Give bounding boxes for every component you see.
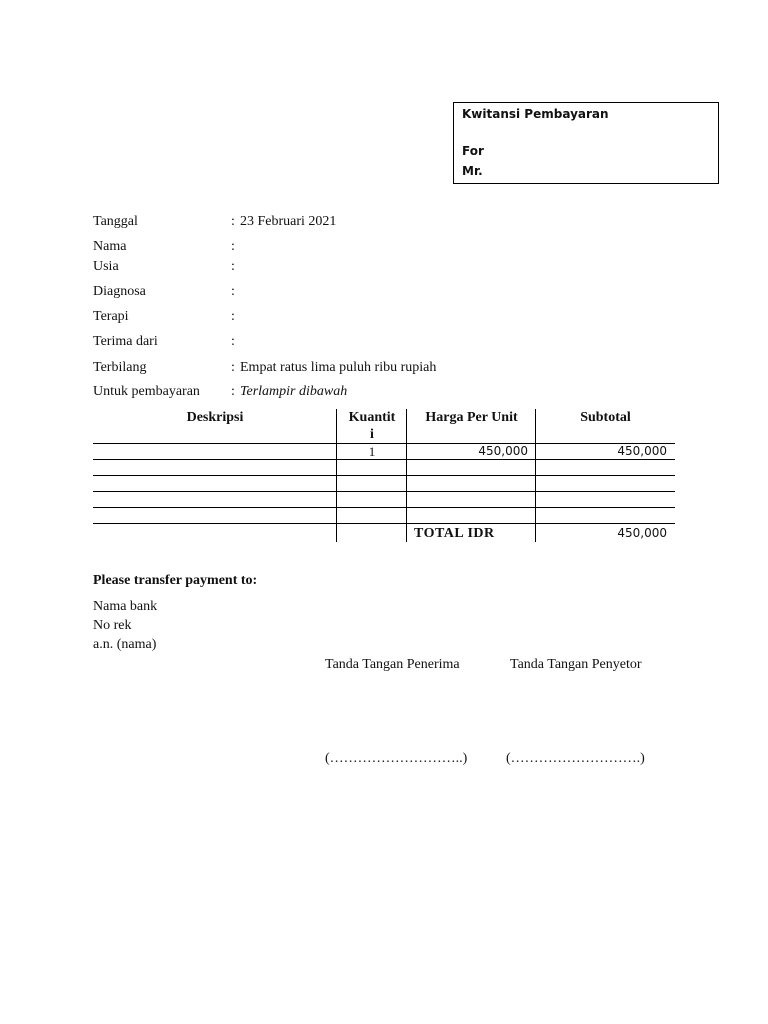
table-rule [93, 491, 675, 492]
table-rule [93, 475, 675, 476]
field-sep: : [231, 384, 235, 399]
col-header-harga-per-unit: Harga Per Unit [425, 410, 518, 425]
field-label-terapi: Terapi [93, 309, 129, 324]
account-holder: a.n. (nama) [93, 637, 157, 652]
col-header-deskripsi: Deskripsi [186, 410, 244, 425]
row-qty: 1 [368, 444, 376, 459]
table-column-divider [336, 409, 337, 542]
receipt-title-box [453, 102, 719, 184]
receiver-signature-line: (………………………..) [325, 751, 468, 766]
field-label-nama: Nama [93, 239, 127, 254]
payment-heading: Please transfer payment to: [93, 573, 258, 588]
bank-name: Nama bank [93, 599, 158, 614]
field-value-tanggal: 23 Februari 2021 [240, 214, 337, 229]
field-sep: : [231, 214, 235, 229]
field-sep: : [231, 360, 235, 375]
total-value: 450,000 [617, 526, 667, 540]
field-label-terima-dari: Terima dari [93, 334, 158, 349]
payer-signature-label: Tanda Tangan Penyetor [510, 657, 642, 672]
field-sep: : [231, 334, 235, 349]
field-value-untuk-pembayaran: Terlampir dibawah [240, 384, 348, 399]
field-sep: : [231, 259, 235, 274]
field-label-tanggal: Tanggal [93, 214, 138, 229]
receipt-title: Kwitansi Pembayaran [462, 107, 609, 121]
account-number: No rek [93, 618, 132, 633]
total-label: TOTAL IDR [414, 526, 495, 541]
col-header-kuantiti: Kuantit [348, 410, 396, 425]
table-rule [93, 459, 675, 460]
field-label-untuk-pembayaran: Untuk pembayaran [93, 384, 200, 399]
row-price: 450,000 [478, 444, 528, 458]
field-value-terbilang: Empat ratus lima puluh ribu rupiah [240, 360, 437, 375]
field-label-usia: Usia [93, 259, 119, 274]
field-sep: : [231, 239, 235, 254]
mr-label: Mr. [462, 164, 483, 178]
field-label-diagnosa: Diagnosa [93, 284, 146, 299]
receiver-signature-label: Tanda Tangan Penerima [325, 657, 460, 672]
row-subtotal: 450,000 [617, 444, 667, 458]
table-rule [93, 523, 675, 524]
field-sep: : [231, 284, 235, 299]
payer-signature-line: (……………………….) [506, 751, 645, 766]
col-header-subtotal: Subtotal [580, 410, 631, 425]
table-rule [93, 507, 675, 508]
field-label-terbilang: Terbilang [93, 360, 147, 375]
field-sep: : [231, 309, 235, 324]
col-header-kuantiti-wrap: i [370, 427, 374, 442]
table-column-divider [406, 409, 407, 542]
for-label: For [462, 144, 484, 158]
table-column-divider [535, 409, 536, 542]
